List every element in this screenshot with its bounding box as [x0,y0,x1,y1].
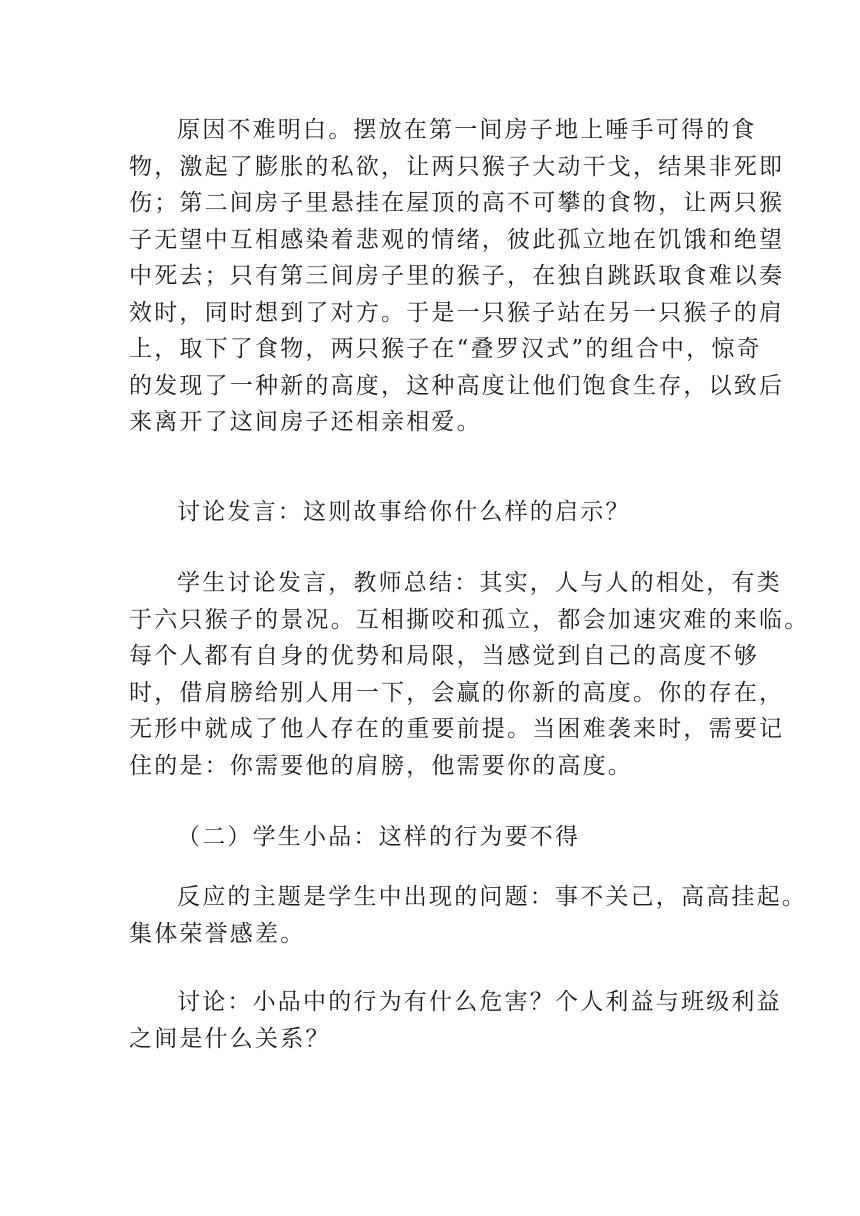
text-line: 原因不难明白。摆放在第一间房子地上唾手可得的食 [177,117,757,143]
paragraph-discussion-prompt [129,494,739,531]
text-line: 伤；第二间房子里悬挂在屋顶的高不可攀的食物，让两只猴 [129,190,785,216]
text-line: 效时，同时想到了对方。于是一只猴子站在另一只猴子的肩 [129,299,785,326]
section-heading-skit [129,819,739,856]
text-line: 集体荣誉感差。 [129,920,306,947]
paragraph-teacher-summary [129,565,810,784]
text-line: 于六只猴子的景况。互相撕咬和孤立，都会加速灾难的来临。 [129,606,810,633]
text-line: 上，取下了食物，两只猴子在“叠罗汉式”的组合中，惊奇 [129,336,762,362]
text-line: 无形中就成了他人存在的重要前提。当困难袭来时，需要记 [129,716,785,742]
paragraph-theme [129,879,807,952]
text-line: 住的是：你需要他的肩膀，他需要你的高度。 [129,752,633,779]
text-line: 讨论：小品中的行为有什么危害？个人利益与班级利益 [177,989,782,1015]
text-line: 每个人都有自身的优势和局限，当感觉到自己的高度不够 [129,643,759,669]
text-line: 物，激起了膨胀的私欲，让两只猴子大动干戈，结果非死即 [129,153,785,180]
paragraph-reason [129,112,785,441]
text-line: 讨论发言：这则故事给你什么样的启示？ [177,499,631,525]
text-line: 反应的主题是学生中出现的问题：事不关己，高高挂起。 [177,884,807,910]
text-line: （二）学生小品：这样的行为要不得 [177,824,581,850]
text-line: 学生讨论发言，教师总结：其实，人与人的相处，有类 [177,570,782,596]
text-line: 来离开了这间房子还相亲相爱。 [129,409,482,435]
paragraph-discussion-question [129,984,782,1057]
text-line: 时，借肩膀给别人用一下，会赢的你新的高度。你的存在， [129,679,785,706]
text-line: 的发现了一种新的高度，这种高度让他们饱食生存，以致后 [129,372,785,399]
text-line: 子无望中互相感染着悲观的情绪，彼此孤立地在饥饿和绝望 [129,226,785,253]
text-line: 之间是什么关系？ [129,1025,331,1052]
text-line: 中死去；只有第三间房子里的猴子，在独自跳跃取食难以奏 [129,263,785,289]
